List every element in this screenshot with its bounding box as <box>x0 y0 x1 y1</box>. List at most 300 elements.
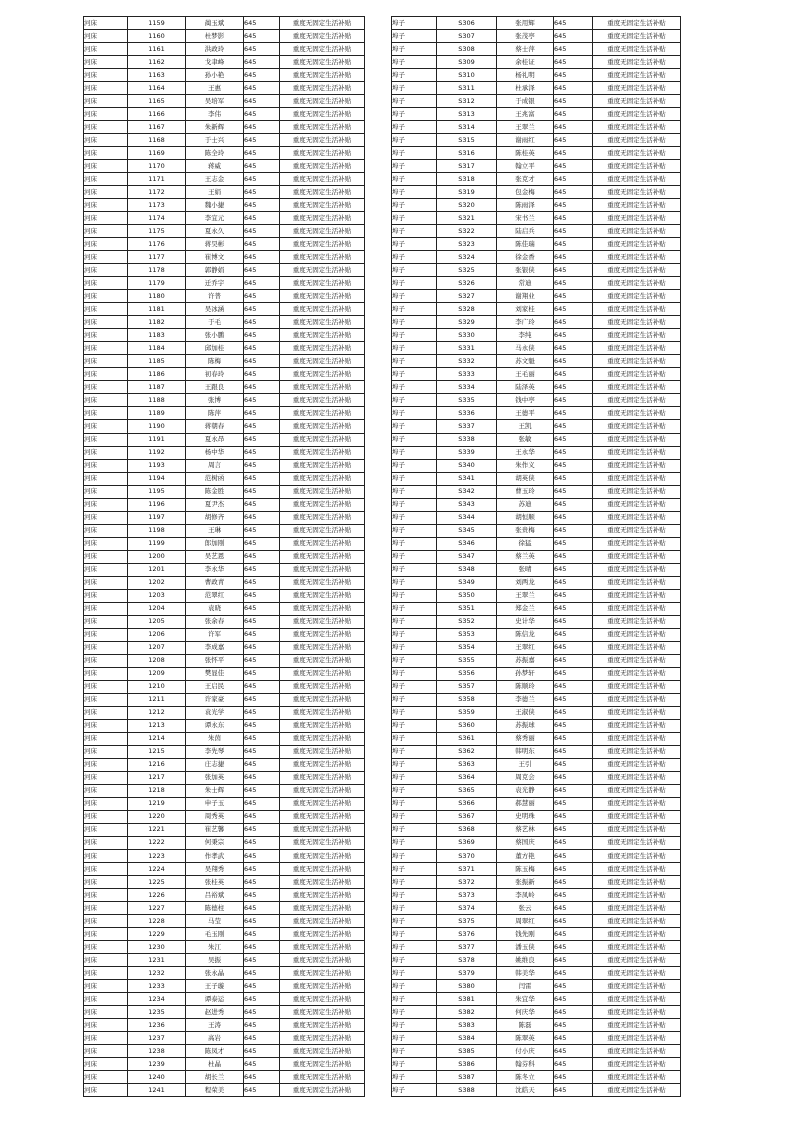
table-row <box>84 993 365 1006</box>
subsidy-type-cell: 重度无固定生活补贴 <box>280 628 365 641</box>
id-cell: S309 <box>437 56 497 69</box>
subsidy-type-cell: 重度无固定生活补贴 <box>593 576 681 589</box>
subsidy-type-cell: 重度无固定生活补贴 <box>593 108 681 121</box>
table-row <box>84 823 365 836</box>
table-row <box>84 199 365 212</box>
town-cell: 埠子 <box>392 511 437 524</box>
table-row <box>84 863 365 876</box>
subsidy-type-cell: 重度无固定生活补贴 <box>280 967 365 980</box>
town-cell: 埠子 <box>392 316 437 329</box>
name-cell: 许普 <box>186 290 244 303</box>
id-cell: S346 <box>437 537 497 550</box>
name-cell: 翰立平 <box>497 160 554 173</box>
town-cell: 河床 <box>84 745 128 758</box>
table-row <box>392 993 681 1006</box>
amount-cell: 645 <box>244 823 280 836</box>
name-cell: 谢翔业 <box>497 290 554 303</box>
subsidy-type-cell: 重度无固定生活补贴 <box>593 1058 681 1071</box>
subsidy-type-cell: 重度无固定生活补贴 <box>593 550 681 563</box>
town-cell: 河床 <box>84 889 128 902</box>
table-row <box>84 134 365 147</box>
amount-cell: 645 <box>244 537 280 550</box>
table-row <box>84 980 365 993</box>
name-cell: 申子玉 <box>186 797 244 810</box>
town-cell: 埠子 <box>392 394 437 407</box>
amount-cell: 645 <box>554 628 593 641</box>
amount-cell: 645 <box>554 967 593 980</box>
subsidy-type-cell: 重度无固定生活补贴 <box>593 706 681 719</box>
amount-cell: 645 <box>554 576 593 589</box>
name-cell: 吴培军 <box>186 95 244 108</box>
amount-cell: 645 <box>554 329 593 342</box>
town-cell: 河床 <box>84 485 128 498</box>
town-cell: 埠子 <box>392 1019 437 1032</box>
amount-cell: 645 <box>244 1032 280 1045</box>
amount-cell: 645 <box>244 147 280 160</box>
name-cell: 史计华 <box>497 615 554 628</box>
id-cell: 1192 <box>128 446 186 459</box>
subsidy-type-cell: 重度无固定生活补贴 <box>593 433 681 446</box>
name-cell: 蔡国庆 <box>497 836 554 849</box>
town-cell: 河床 <box>84 524 128 537</box>
id-cell: 1182 <box>128 316 186 329</box>
id-cell: 1213 <box>128 719 186 732</box>
table-row <box>392 863 681 876</box>
amount-cell: 645 <box>554 980 593 993</box>
subsidy-type-cell: 重度无固定生活补贴 <box>593 498 681 511</box>
amount-cell: 645 <box>244 212 280 225</box>
amount-cell: 645 <box>554 654 593 667</box>
amount-cell: 645 <box>244 394 280 407</box>
id-cell: S331 <box>437 342 497 355</box>
name-cell: 王兆富 <box>497 108 554 121</box>
amount-cell: 645 <box>554 667 593 680</box>
town-cell: 河床 <box>84 810 128 823</box>
subsidy-type-cell: 重度无固定生活补贴 <box>280 394 365 407</box>
subsidy-type-cell: 重度无固定生活补贴 <box>280 680 365 693</box>
id-cell: 1195 <box>128 485 186 498</box>
table-row <box>84 69 365 82</box>
name-cell: 孙梦轩 <box>497 667 554 680</box>
amount-cell: 645 <box>554 836 593 849</box>
table-row <box>84 589 365 602</box>
amount-cell: 645 <box>244 550 280 563</box>
id-cell: S378 <box>437 954 497 967</box>
table-row <box>392 407 681 420</box>
table-row <box>392 589 681 602</box>
amount-cell: 645 <box>244 993 280 1006</box>
table-row <box>84 758 365 771</box>
table-row <box>392 433 681 446</box>
name-cell: 陈信龙 <box>497 628 554 641</box>
subsidy-type-cell: 重度无固定生活补贴 <box>280 524 365 537</box>
town-cell: 埠子 <box>392 225 437 238</box>
table-row <box>392 1006 681 1019</box>
name-cell: 于毛 <box>186 316 244 329</box>
table-row <box>392 43 681 56</box>
name-cell: 张银侠 <box>497 264 554 277</box>
id-cell: 1201 <box>128 563 186 576</box>
amount-cell: 645 <box>554 511 593 524</box>
town-cell: 埠子 <box>392 902 437 915</box>
id-cell: S342 <box>437 485 497 498</box>
town-cell: 埠子 <box>392 1032 437 1045</box>
name-cell: 苏文魁 <box>497 355 554 368</box>
name-cell: 周翠红 <box>497 915 554 928</box>
town-cell: 埠子 <box>392 147 437 160</box>
subsidy-type-cell: 重度无固定生活补贴 <box>593 758 681 771</box>
amount-cell: 645 <box>554 797 593 810</box>
table-row <box>84 810 365 823</box>
table-row <box>392 654 681 667</box>
id-cell: 1232 <box>128 967 186 980</box>
town-cell: 埠子 <box>392 863 437 876</box>
subsidy-type-cell: 重度无固定生活补贴 <box>593 797 681 810</box>
name-cell: 杨礼明 <box>497 69 554 82</box>
table-row <box>392 290 681 303</box>
name-cell: 张克才 <box>497 173 554 186</box>
table-row <box>392 823 681 836</box>
subsidy-type-cell: 重度无固定生活补贴 <box>593 967 681 980</box>
id-cell: S362 <box>437 745 497 758</box>
name-cell: 魏小捷 <box>186 199 244 212</box>
town-cell: 埠子 <box>392 186 437 199</box>
amount-cell: 645 <box>244 667 280 680</box>
table-row <box>392 17 681 30</box>
id-cell: S388 <box>437 1084 497 1097</box>
amount-cell: 645 <box>554 498 593 511</box>
table-row <box>392 251 681 264</box>
town-cell: 埠子 <box>392 680 437 693</box>
id-cell: S350 <box>437 589 497 602</box>
town-cell: 河床 <box>84 472 128 485</box>
subsidy-type-cell: 重度无固定生活补贴 <box>280 316 365 329</box>
table-row <box>84 355 365 368</box>
name-cell: 姚维良 <box>497 954 554 967</box>
town-cell: 埠子 <box>392 797 437 810</box>
name-cell: 付小庆 <box>497 1045 554 1058</box>
subsidy-type-cell: 重度无固定生活补贴 <box>280 876 365 889</box>
name-cell: 陈金胜 <box>186 485 244 498</box>
subsidy-type-cell: 重度无固定生活补贴 <box>280 420 365 433</box>
amount-cell: 645 <box>244 641 280 654</box>
table-row <box>84 876 365 889</box>
id-cell: 1194 <box>128 472 186 485</box>
id-cell: 1175 <box>128 225 186 238</box>
amount-cell: 645 <box>244 485 280 498</box>
name-cell: 吴翔秀 <box>186 863 244 876</box>
id-cell: 1159 <box>128 17 186 30</box>
town-cell: 河床 <box>84 199 128 212</box>
amount-cell: 645 <box>244 459 280 472</box>
name-cell: 孙小艳 <box>186 69 244 82</box>
amount-cell: 645 <box>244 316 280 329</box>
table-row <box>392 628 681 641</box>
subsidy-type-cell: 重度无固定生活补贴 <box>593 446 681 459</box>
subsidy-type-cell: 重度无固定生活补贴 <box>593 680 681 693</box>
id-cell: 1189 <box>128 407 186 420</box>
town-cell: 河床 <box>84 264 128 277</box>
town-cell: 埠子 <box>392 446 437 459</box>
table-row <box>84 381 365 394</box>
subsidy-type-cell: 重度无固定生活补贴 <box>280 329 365 342</box>
amount-cell: 645 <box>554 238 593 251</box>
table-row <box>84 771 365 784</box>
town-cell: 埠子 <box>392 823 437 836</box>
id-cell: 1211 <box>128 693 186 706</box>
amount-cell: 645 <box>244 589 280 602</box>
table-row <box>84 511 365 524</box>
table-row <box>84 290 365 303</box>
id-cell: 1169 <box>128 147 186 160</box>
town-cell: 埠子 <box>392 993 437 1006</box>
town-cell: 河床 <box>84 459 128 472</box>
subsidy-type-cell: 重度无固定生活补贴 <box>280 277 365 290</box>
amount-cell: 645 <box>554 108 593 121</box>
id-cell: S340 <box>437 459 497 472</box>
subsidy-type-cell: 重度无固定生活补贴 <box>593 732 681 745</box>
name-cell: 王涛 <box>186 1019 244 1032</box>
name-cell: 吕裕斌 <box>186 889 244 902</box>
table-row <box>84 186 365 199</box>
town-cell: 河床 <box>84 173 128 186</box>
table-row <box>84 212 365 225</box>
town-cell: 河床 <box>84 420 128 433</box>
id-cell: 1198 <box>128 524 186 537</box>
subsidy-type-cell: 重度无固定生活补贴 <box>280 173 365 186</box>
amount-cell: 645 <box>554 1071 593 1084</box>
town-cell: 埠子 <box>392 889 437 902</box>
town-cell: 埠子 <box>392 706 437 719</box>
amount-cell: 645 <box>554 680 593 693</box>
amount-cell: 645 <box>554 1032 593 1045</box>
subsidy-type-cell: 重度无固定生活补贴 <box>593 667 681 680</box>
table-row <box>392 758 681 771</box>
subsidy-type-cell: 重度无固定生活补贴 <box>593 745 681 758</box>
table-row <box>84 264 365 277</box>
amount-cell: 645 <box>244 563 280 576</box>
town-cell: 埠子 <box>392 290 437 303</box>
town-cell: 埠子 <box>392 329 437 342</box>
name-cell: 陈凤才 <box>186 1045 244 1058</box>
id-cell: 1181 <box>128 303 186 316</box>
name-cell: 夏永昂 <box>186 433 244 446</box>
name-cell: 张振新 <box>497 876 554 889</box>
id-cell: S338 <box>437 433 497 446</box>
name-cell: 王引 <box>497 758 554 771</box>
amount-cell: 645 <box>554 993 593 1006</box>
table-row <box>392 303 681 316</box>
table-row <box>84 459 365 472</box>
town-cell: 河床 <box>84 863 128 876</box>
table-row <box>392 316 681 329</box>
town-cell: 埠子 <box>392 199 437 212</box>
subsidy-type-cell: 重度无固定生活补贴 <box>280 758 365 771</box>
id-cell: 1229 <box>128 928 186 941</box>
town-cell: 河床 <box>84 941 128 954</box>
id-cell: 1197 <box>128 511 186 524</box>
subsidy-type-cell: 重度无固定生活补贴 <box>593 1032 681 1045</box>
table-row <box>392 134 681 147</box>
town-cell: 埠子 <box>392 941 437 954</box>
id-cell: S358 <box>437 693 497 706</box>
amount-cell: 645 <box>554 693 593 706</box>
amount-cell: 645 <box>554 30 593 43</box>
town-cell: 河床 <box>84 134 128 147</box>
table-row <box>84 303 365 316</box>
id-cell: S315 <box>437 134 497 147</box>
amount-cell: 645 <box>554 876 593 889</box>
town-cell: 河床 <box>84 771 128 784</box>
subsidy-type-cell: 重度无固定生活补贴 <box>593 836 681 849</box>
amount-cell: 645 <box>554 394 593 407</box>
amount-cell: 645 <box>244 160 280 173</box>
left-table-body <box>84 17 365 1097</box>
name-cell: 陆泽英 <box>497 381 554 394</box>
subsidy-type-cell: 重度无固定生活补贴 <box>280 810 365 823</box>
table-row <box>392 160 681 173</box>
amount-cell: 645 <box>244 1071 280 1084</box>
id-cell: 1167 <box>128 121 186 134</box>
table-row <box>392 1071 681 1084</box>
town-cell: 埠子 <box>392 342 437 355</box>
subsidy-type-cell: 重度无固定生活补贴 <box>280 459 365 472</box>
name-cell: 朱新辉 <box>186 121 244 134</box>
amount-cell: 645 <box>554 342 593 355</box>
table-row <box>392 368 681 381</box>
subsidy-type-cell: 重度无固定生活补贴 <box>593 1019 681 1032</box>
name-cell: 范翠红 <box>186 589 244 602</box>
town-cell: 河床 <box>84 82 128 95</box>
id-cell: S348 <box>437 563 497 576</box>
town-cell: 河床 <box>84 563 128 576</box>
table-row <box>84 693 365 706</box>
amount-cell: 645 <box>244 173 280 186</box>
amount-cell: 645 <box>554 1058 593 1071</box>
id-cell: 1215 <box>128 745 186 758</box>
amount-cell: 645 <box>244 797 280 810</box>
town-cell: 河床 <box>84 407 128 420</box>
name-cell: 曹政青 <box>186 576 244 589</box>
table-row <box>392 264 681 277</box>
subsidy-type-cell: 重度无固定生活补贴 <box>593 199 681 212</box>
amount-cell: 645 <box>554 915 593 928</box>
table-row <box>392 954 681 967</box>
name-cell: 朱宜华 <box>497 993 554 1006</box>
amount-cell: 645 <box>244 381 280 394</box>
table-row <box>84 56 365 69</box>
id-cell: 1217 <box>128 771 186 784</box>
amount-cell: 645 <box>244 732 280 745</box>
town-cell: 埠子 <box>392 95 437 108</box>
id-cell: 1240 <box>128 1071 186 1084</box>
table-row <box>84 225 365 238</box>
subsidy-type-cell: 重度无固定生活补贴 <box>280 186 365 199</box>
amount-cell: 645 <box>244 941 280 954</box>
amount-cell: 645 <box>244 472 280 485</box>
id-cell: S310 <box>437 69 497 82</box>
name-cell: 程荣美 <box>186 1084 244 1097</box>
town-cell: 河床 <box>84 368 128 381</box>
name-cell: 陈萍 <box>186 407 244 420</box>
table-row <box>84 797 365 810</box>
table-row <box>392 342 681 355</box>
id-cell: S363 <box>437 758 497 771</box>
subsidy-type-cell: 重度无固定生活补贴 <box>593 420 681 433</box>
amount-cell: 645 <box>244 433 280 446</box>
name-cell: 李永华 <box>186 563 244 576</box>
name-cell: 夏尹杰 <box>186 498 244 511</box>
id-cell: 1163 <box>128 69 186 82</box>
town-cell: 埠子 <box>392 758 437 771</box>
amount-cell: 645 <box>554 290 593 303</box>
amount-cell: 645 <box>244 902 280 915</box>
name-cell: 李伟 <box>186 108 244 121</box>
table-row <box>84 680 365 693</box>
id-cell: 1162 <box>128 56 186 69</box>
table-row <box>392 82 681 95</box>
subsidy-type-cell: 重度无固定生活补贴 <box>593 147 681 160</box>
table-row <box>392 836 681 849</box>
amount-cell: 645 <box>244 225 280 238</box>
town-cell: 埠子 <box>392 420 437 433</box>
town-cell: 河床 <box>84 836 128 849</box>
amount-cell: 645 <box>244 706 280 719</box>
name-cell: 马莹 <box>186 915 244 928</box>
amount-cell: 645 <box>554 1045 593 1058</box>
town-cell: 河床 <box>84 628 128 641</box>
name-cell: 李纯 <box>497 329 554 342</box>
town-cell: 埠子 <box>392 745 437 758</box>
id-cell: S325 <box>437 264 497 277</box>
id-cell: S352 <box>437 615 497 628</box>
id-cell: S334 <box>437 381 497 394</box>
table-row <box>84 1045 365 1058</box>
town-cell: 埠子 <box>392 160 437 173</box>
town-cell: 埠子 <box>392 108 437 121</box>
id-cell: S323 <box>437 238 497 251</box>
name-cell: 王永华 <box>497 446 554 459</box>
subsidy-type-cell: 重度无固定生活补贴 <box>280 563 365 576</box>
table-row <box>392 199 681 212</box>
town-cell: 埠子 <box>392 1071 437 1084</box>
name-cell: 王琳 <box>186 524 244 537</box>
id-cell: S377 <box>437 941 497 954</box>
name-cell: 吴振 <box>186 954 244 967</box>
amount-cell: 645 <box>244 680 280 693</box>
town-cell: 河床 <box>84 641 128 654</box>
name-cell: 谭泰运 <box>186 993 244 1006</box>
name-cell: 王凯 <box>497 420 554 433</box>
name-cell: 谢雨红 <box>497 134 554 147</box>
id-cell: 1193 <box>128 459 186 472</box>
id-cell: 1179 <box>128 277 186 290</box>
name-cell: 王翠红 <box>497 641 554 654</box>
id-cell: 1174 <box>128 212 186 225</box>
id-cell: S307 <box>437 30 497 43</box>
amount-cell: 645 <box>244 251 280 264</box>
table-row <box>84 550 365 563</box>
town-cell: 河床 <box>84 316 128 329</box>
id-cell: 1207 <box>128 641 186 654</box>
town-cell: 埠子 <box>392 563 437 576</box>
id-cell: 1176 <box>128 238 186 251</box>
town-cell: 埠子 <box>392 641 437 654</box>
id-cell: S306 <box>437 17 497 30</box>
table-row <box>392 1058 681 1071</box>
id-cell: S381 <box>437 993 497 1006</box>
table-row <box>392 108 681 121</box>
